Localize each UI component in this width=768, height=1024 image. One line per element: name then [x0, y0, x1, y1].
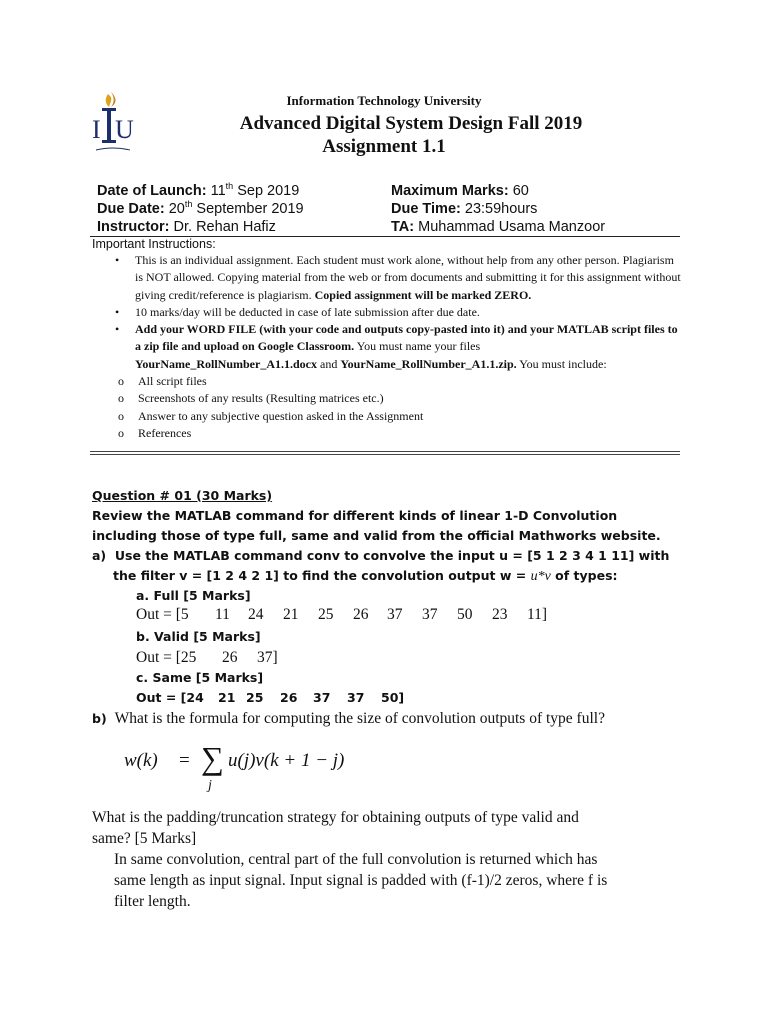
maximum-marks: Maximum Marks: 60 — [391, 183, 529, 199]
answer-line-1: In same convolution, central part of the full convolution is returned which has — [114, 851, 598, 868]
instructions-title: Important Instructions: — [92, 237, 216, 251]
instructions-list — [92, 252, 682, 442]
padding-question-1: What is the padding/truncation strategy for obtaining outputs of type valid and — [92, 809, 579, 826]
padding-question-2: same? [5 Marks] — [92, 830, 197, 847]
instruction-item: • This is an individual assignment. Each student must work alone, without help from any other person. Plagiarism is NOT allowed. Copying material from the web or from documents and submitting it for this assignment without giving credit/reference is plagiarism. Copied assignment will be marked ZERO. — [115, 253, 681, 302]
instruction-item: • Add your WORD FILE (with your code and outputs copy-pasted into it) and your MATLAB script files to a zip file and upload on Google Classroom. You must name your files YourName_RollNumber_A1.1.docx and YourName_RollNumber_A1.1.zip. You must include: — [115, 322, 678, 371]
due-time: Due Time: 23:59hours — [391, 201, 538, 217]
answer-line-3: filter length. — [114, 893, 191, 910]
divider-bottom — [90, 451, 680, 452]
same-output: Out = [24 21 25 26 37 37 50] — [136, 690, 405, 705]
due-date: Due Date: 20th September 2019 — [97, 199, 304, 217]
full-label: a. Full [5 Marks] — [136, 588, 251, 603]
valid-label: b. Valid [5 Marks] — [136, 629, 261, 644]
sub-item: o All script files — [118, 374, 207, 389]
part-a: a) Use the MATLAB command conv to convolve the input u = [5 1 2 3 4 1 11] with — [92, 548, 670, 563]
part-a-line2: the filter v = [1 2 4 2 1] to find the convolution output w = u*v of types: — [113, 568, 618, 584]
date-of-launch: Date of Launch: 11th Sep 2019 — [97, 181, 300, 199]
same-label: c. Same [5 Marks] — [136, 670, 264, 685]
convolution-formula: w(k) = ∑ j u(j)v(k + 1 − j) — [124, 740, 345, 793]
divider-bottom-2 — [90, 454, 680, 455]
teaching-assistant: TA: Muhammad Usama Manzoor — [391, 219, 606, 235]
sub-item: o Answer to any subjective question asked in the Assignment — [118, 408, 424, 423]
logo-letter-u: U — [115, 115, 134, 144]
sub-item: o Screenshots of any results (Resulting matrices etc.) — [118, 391, 384, 406]
answer-line-2: same length as input signal. Input signal is padded with (f-1)/2 zeros, where f is — [114, 872, 608, 889]
sub-item: o References — [118, 425, 192, 440]
assignment-title: Assignment 1.1 — [322, 136, 446, 157]
course-title: Advanced Digital System Design Fall 2019 — [239, 113, 583, 134]
sum-symbol: ∑ — [201, 740, 224, 776]
part-b: b) What is the formula for computing the size of convolution outputs of type full? — [92, 710, 605, 727]
question-intro-1: Review the MATLAB command for different kinds of linear 1-D Convolution — [92, 508, 618, 523]
full-output: Out = [5 11 24 21 25 26 37 37 50 23 11] — [136, 606, 548, 623]
logo-letter-i: I — [92, 115, 101, 144]
university-name: Information Technology University — [286, 93, 482, 108]
instructor: Instructor: Dr. Rehan Hafiz — [97, 219, 276, 235]
question-title: Question # 01 (30 Marks) — [92, 488, 273, 503]
valid-output: Out = [25 26 37] — [136, 649, 278, 666]
question-intro-2: including those of type full, same and valid from the official Mathworks website. — [92, 528, 661, 543]
instruction-item: • 10 marks/day will be deducted in case of late submission after due date. — [115, 304, 480, 319]
